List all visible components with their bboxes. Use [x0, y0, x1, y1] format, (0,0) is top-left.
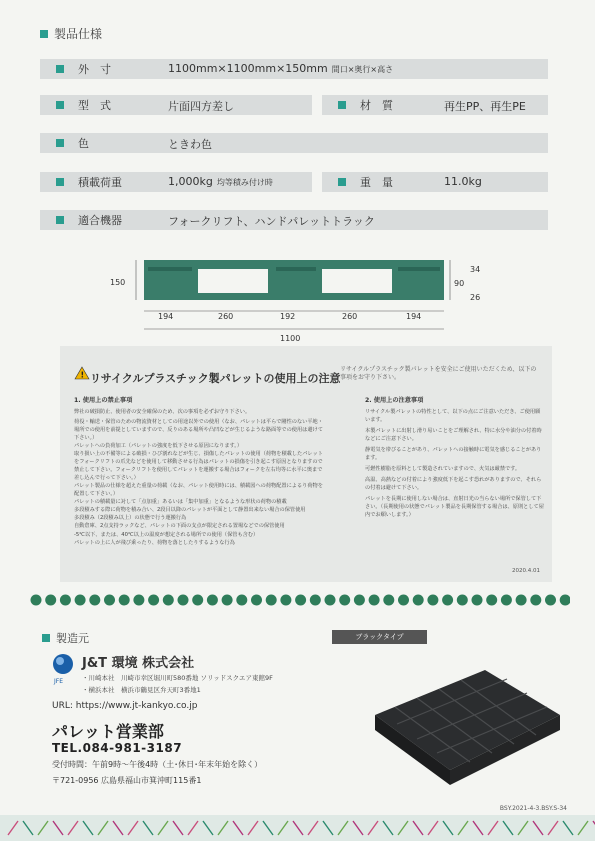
- divider-dot: [530, 595, 541, 606]
- divider-dot: [545, 595, 556, 606]
- fork-opening-right: [322, 269, 392, 293]
- document-code: BSY.2021-4-3.BSY.S-34: [499, 805, 567, 812]
- square-bullet-icon: [56, 139, 64, 147]
- divider-dot: [516, 595, 527, 606]
- department-name: パレット営業部: [52, 722, 164, 741]
- divider-dot: [163, 595, 174, 606]
- divider-dot: [339, 595, 350, 606]
- divider-dot: [75, 595, 86, 606]
- divider-dot: [310, 595, 321, 606]
- total-dim: 1100: [280, 334, 301, 343]
- divider-dot: [207, 595, 218, 606]
- list-item: 高温、高熱などの付着により強度低下を起こす恐れがありますので、それらの付着は避けて下さい。: [365, 477, 542, 492]
- square-bullet-icon: [56, 101, 64, 109]
- spec-row-material: 材 質: [322, 95, 548, 115]
- divider-dot: [442, 595, 453, 606]
- spec-value-load: 1,000kg 均等積み付け時: [168, 175, 273, 188]
- prohibited-list: 1. 使用上の禁止事項 弊社の破損防止、使用者の安全確保のため、次の事項を必ずお守り下さい。 荷役・輸送・保管のための物流資材としての用途以外での使用（なお、パレットは平らで剛性のない平地・場所での使用を前提としていますので、反りのある場所や凸凹などが生じるような路面等での使用は避けて下さい。） パレットへの負荷加工（パレットの強度を低下させる原因になります。） 取り扱い上の不備等による破損・ひび割れなどが生じ、損傷したパレットの使用（荷物を積載したパレットをフォークリフトの爪先などを使用して移動させる行為はパレットの損傷を引き起こす原因となりますので禁止して下さい。フォークリフトを使用してパレットを運搬する場合はフォークを左右均等に水平に奥まで差し込んで行って下さい。） パレット製品の仕様を超えた重量の荷載（なお、パレット使用時には、積載図への荷物配置によるり荷物を配置して下さい。） パレットの積載量に対して「点加重」あるいは「集中加重」となるような形状の荷物の積載 多段積みする際に荷物を積み合い、2段目以降のパレットが平面として静置出来ない場合の保管使用 多段積み（2段積み以上）の状態で行う運搬行為 自動倉庫、2点支持ラックなど、パレットの下面の支点が限定される置場などでの保管使用 -5℃以下、または、40℃以上の温度が想定される場所での使用（保管も含む） パレットの上に人が飛び乗ったり、荷物を落としたりするような行為: [74, 397, 323, 546]
- divider-dot: [31, 595, 42, 606]
- jfe-logo: [50, 652, 76, 686]
- caution-title: リサイクルプラスチック製パレットの使用上の注意: [90, 372, 341, 385]
- bottom-dim-3: 260: [342, 312, 358, 321]
- list-item: パレット製品の仕様を超えた重量の荷載（なお、パレット使用時には、積載図への荷物配置によるり荷物を配置して下さい。）: [74, 483, 323, 498]
- svg-text:!: !: [80, 370, 85, 380]
- square-bullet-icon: [56, 65, 64, 73]
- square-bullet-icon: [42, 634, 50, 642]
- business-hours: 受付時間：午前9時～午後4時（土･休日･年末年始を除く）: [52, 760, 263, 769]
- divider-dot: [472, 595, 483, 606]
- list-item: 本製パレットに出射し滑り易いことをご理解され、特に水分や油分の付着時などにご注意下さい。: [365, 427, 542, 442]
- divider-dot: [148, 595, 159, 606]
- spec-value-weight: 11.0kg: [444, 175, 482, 188]
- spec-value-equipment: フォークリフト、ハンドパレットトラック: [168, 215, 375, 228]
- warning-icon: [74, 366, 90, 380]
- list-item: パレットを長期に使用しない場合は、直射日光の当らない場所で保管して下さい。（長期使用の状態でパレット製品を長期保管する場合は、原則として屋内でお願いします。）: [365, 496, 544, 519]
- bottom-dim-0: 194: [158, 312, 174, 321]
- list-item: パレットの積載量に対して「点加重」あるいは「集中加重」となるような形状の荷物の積載: [74, 499, 287, 506]
- phone-number: TEL.084-981-3187: [52, 741, 183, 755]
- divider-dot: [104, 595, 115, 606]
- divider-dot: [236, 595, 247, 606]
- divider-dot: [413, 595, 424, 606]
- divider-dot: [119, 595, 130, 606]
- divider-dot: [427, 595, 438, 606]
- spec-value-color: ときわ色: [168, 138, 212, 151]
- right-dim-0: 34: [470, 265, 481, 274]
- address-kawasaki: ・川崎本社 川崎市幸区堀川町580番地 ソリッドスクエア東館9F: [82, 674, 273, 682]
- bottom-dim-2: 192: [280, 312, 296, 321]
- divider-dot: [133, 595, 144, 606]
- list-item: 荷役・輸送・保管のための物流資材としての用途以外での使用（なお、パレットは平らで剛性のない平地・場所での使用を前提としていますので、反りのある場所や凸凹などが生じるような路面等での使用は避けて下さい。）: [74, 418, 323, 441]
- spec-value-size: 1100mm×1100mm×150mm 間口×奥行×高さ: [168, 62, 394, 75]
- spec-row-weight: 重 量: [322, 172, 548, 192]
- spec-value-material: 再生PP、再生PE: [444, 100, 526, 113]
- list-item: 取り扱い上の不備等による破損・ひび割れなどが生じ、損傷したパレットの使用（荷物を積載したパレットをフォークリフトの爪先などを使用して移動させる行為はパレットの損傷を引き起こす原因となりますので禁止して下さい。フォークリフトを使用してパレットを運搬する場合はフォークを左右均等に水平に奥まで差し込んで行って下さい。）: [74, 450, 323, 482]
- list-item: 自動倉庫、2点支持ラックなど、パレットの下面の支点が限定される置場などでの保管使用: [74, 523, 285, 530]
- spec-row-load: 積載荷重: [40, 172, 312, 192]
- footer-pattern: [0, 815, 595, 841]
- spec-value-type: 片面四方差し: [168, 100, 234, 113]
- spec-row-type: 型 式: [40, 95, 312, 115]
- right-dim-2: 26: [470, 293, 481, 302]
- square-bullet-icon: [40, 30, 48, 38]
- divider-dot: [280, 595, 291, 606]
- square-bullet-icon: [56, 216, 64, 224]
- address-yokohama: ・横浜本社 横浜市鶴見区弁天町3番地1: [82, 686, 201, 694]
- divider-dot: [178, 595, 189, 606]
- spec-row-equipment: 適合機器: [40, 210, 548, 230]
- black-type-badge: ブラックタイプ: [332, 630, 427, 644]
- notes-list: 2. 使用上の注意事項 リサイクル製パレットの特性として、以下の点にご注意いただき、ご使用願います。 本製パレットに出射し滑り易いことをご理解され、特に水分や油分の付着時などにご注意下さい。 静電気を帯びることがあり、パレットへの接触時に電気を感じることがあります。 可燃性樹脂を原料として製造されていますので、火気は厳禁です。 高温、高熱などの付着により強度低下を起こす恐れがありますので、それらの付着は避けて下さい。 パレットを長期に使用しない場合は、直射日光の当らない場所で保管して下さい。（長期使用の状態でパレット製品を長期保管する場合は、原則として屋内でお願いします。）: [365, 397, 544, 519]
- divider-dot: [457, 595, 468, 606]
- square-bullet-icon: [338, 178, 346, 186]
- divider-dot: [354, 595, 365, 606]
- company-name: J&T 環境 株式会社: [82, 656, 195, 671]
- divider-dot: [486, 595, 497, 606]
- square-bullet-icon: [56, 178, 64, 186]
- caution-date: 2020.4.01: [512, 568, 540, 574]
- list-item: 多段積みする際に荷物を積み合い、2段目以降のパレットが平面として静置出来ない場合の保管使用: [74, 507, 306, 514]
- divider-dot: [45, 595, 56, 606]
- list-item: 静電気を帯びることがあり、パレットへの接触時に電気を感じることがあります。: [365, 446, 542, 461]
- divider-dot: [89, 595, 100, 606]
- divider-dot: [60, 595, 71, 606]
- divider-dot: [325, 595, 336, 606]
- height-dim: 150: [110, 278, 126, 287]
- list-item: パレットの上に人が飛び乗ったり、荷物を落としたりするような行為: [74, 539, 235, 546]
- list-item: -5℃以下、または、40℃以上の温度が想定される場所での使用（保管も含む）: [74, 531, 259, 538]
- black-pallet-image: [365, 660, 565, 795]
- dot-divider: [30, 592, 570, 608]
- list-item: パレットへの負荷加工（パレットの強度を低下させる原因になります。）: [74, 442, 243, 449]
- postal-address: 〒721-0956 広島県福山市箕沖町115番1: [52, 776, 202, 785]
- svg-text:JFE: JFE: [54, 678, 64, 685]
- fork-opening-left: [198, 269, 268, 293]
- spec-row-color: 色: [40, 133, 548, 153]
- maker-section-title: 製造元: [42, 630, 89, 646]
- divider-dot: [369, 595, 380, 606]
- bottom-dim-4: 194: [406, 312, 422, 321]
- list-item: 多段積み（2段積み以上）の状態で行う運搬行為: [74, 515, 187, 522]
- square-bullet-icon: [338, 101, 346, 109]
- spec-row-size: 外 寸: [40, 59, 548, 79]
- divider-dot: [560, 595, 570, 606]
- caution-subtitle: リサイクルプラスチック製パレットを安全にご使用いただくため、以下の事項をお守り下さい。: [340, 366, 537, 381]
- divider-dot: [383, 595, 394, 606]
- pallet-side-body: [144, 260, 444, 300]
- spec-section-title: 製品仕様: [40, 25, 102, 42]
- pallet-diagram: [100, 255, 500, 345]
- divider-dot: [295, 595, 306, 606]
- company-url[interactable]: URL: https://www.jt-kankyo.co.jp: [52, 701, 198, 711]
- bottom-dim-1: 260: [218, 312, 234, 321]
- divider-dot: [501, 595, 512, 606]
- divider-dot: [251, 595, 262, 606]
- divider-dot: [266, 595, 277, 606]
- divider-dot: [192, 595, 203, 606]
- caution-box: [60, 346, 552, 582]
- right-dim-1: 90: [454, 279, 465, 288]
- divider-dot: [222, 595, 233, 606]
- list-item: 可燃性樹脂を原料として製造されていますので、火気は厳禁です。: [365, 465, 521, 472]
- divider-dot: [398, 595, 409, 606]
